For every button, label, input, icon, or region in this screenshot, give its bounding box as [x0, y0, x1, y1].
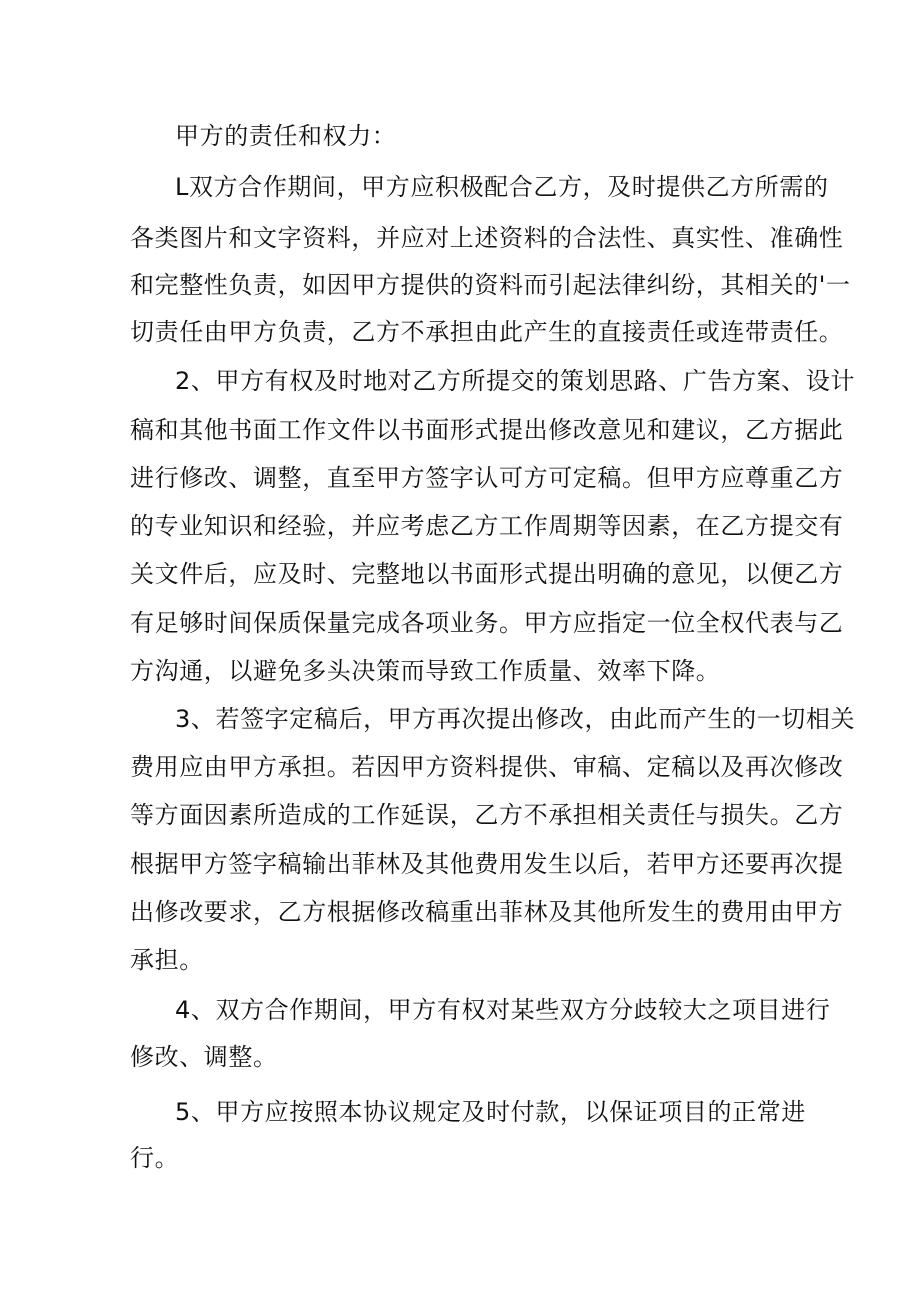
paragraph-4-line-1: 4、双方合作期间，甲方有权对某些双方分歧较大之项目进行	[175, 996, 831, 1024]
paragraph-2-line-7: 方沟通，以避免多头决策而导致工作质量、效率下降。	[130, 657, 721, 685]
paragraph-2-line-3: 进行修改、调整，直至甲方签字认可方可定稿。但甲方应尊重乙方	[130, 464, 844, 492]
paragraph-2-line-5: 关文件后，应及时、完整地以书面形式提出明确的意见，以便乙方	[130, 560, 844, 588]
paragraph-3-line-3: 等方面因素所造成的工作延误，乙方不承担相关责任与损失。乙方	[130, 801, 844, 829]
paragraph-3-line-5: 出修改要求，乙方根据修改稿重出菲林及其他所发生的费用由甲方	[130, 898, 844, 926]
paragraph-5-line-2: 行。	[130, 1144, 180, 1172]
paragraph-2-line-4: 的专业知识和经验，并应考虑乙方工作周期等因素，在乙方提交有	[130, 512, 844, 540]
paragraph-1-line-2: 各类图片和文字资料，并应对上述资料的合法性、真实性、准确性	[130, 224, 844, 252]
paragraph-3-line-6: 承担。	[130, 946, 204, 974]
paragraph-3-line-4: 根据甲方签字稿输出菲林及其他费用发生以后，若甲方还要再次提	[130, 850, 844, 878]
paragraph-3-line-2: 费用应由甲方承担。若因甲方资料提供、审稿、定稿以及再次修改	[130, 753, 844, 781]
paragraph-1-line-1: L双方合作期间，甲方应积极配合乙方，及时提供乙方所需的	[175, 173, 829, 201]
section-heading: 甲方的责任和权力：	[175, 122, 397, 150]
paragraph-1-line-4: 切责任由甲方负责，乙方不承担由此产生的直接责任或连带责任。	[130, 318, 844, 346]
paragraph-1-line-3: 和完整性负责，如因甲方提供的资料而引起法律纠纷，其相关的'一	[130, 271, 851, 299]
paragraph-2-line-1: 2、甲方有权及时地对乙方所提交的策划思路、广告方案、设计	[175, 367, 856, 395]
paragraph-4-line-2: 修改、调整。	[130, 1043, 278, 1071]
paragraph-3-line-1: 3、若签字定稿后，甲方再次提出修改，由此而产生的一切相关	[175, 705, 856, 733]
paragraph-5-line-1: 5、甲方应按照本协议规定及时付款，以保证项目的正常进	[175, 1098, 806, 1126]
paragraph-2-line-6: 有足够时间保质保量完成各项业务。甲方应指定一位全权代表与乙	[130, 609, 844, 637]
paragraph-2-line-2: 稿和其他书面工作文件以书面形式提出修改意见和建议，乙方据此	[130, 416, 844, 444]
